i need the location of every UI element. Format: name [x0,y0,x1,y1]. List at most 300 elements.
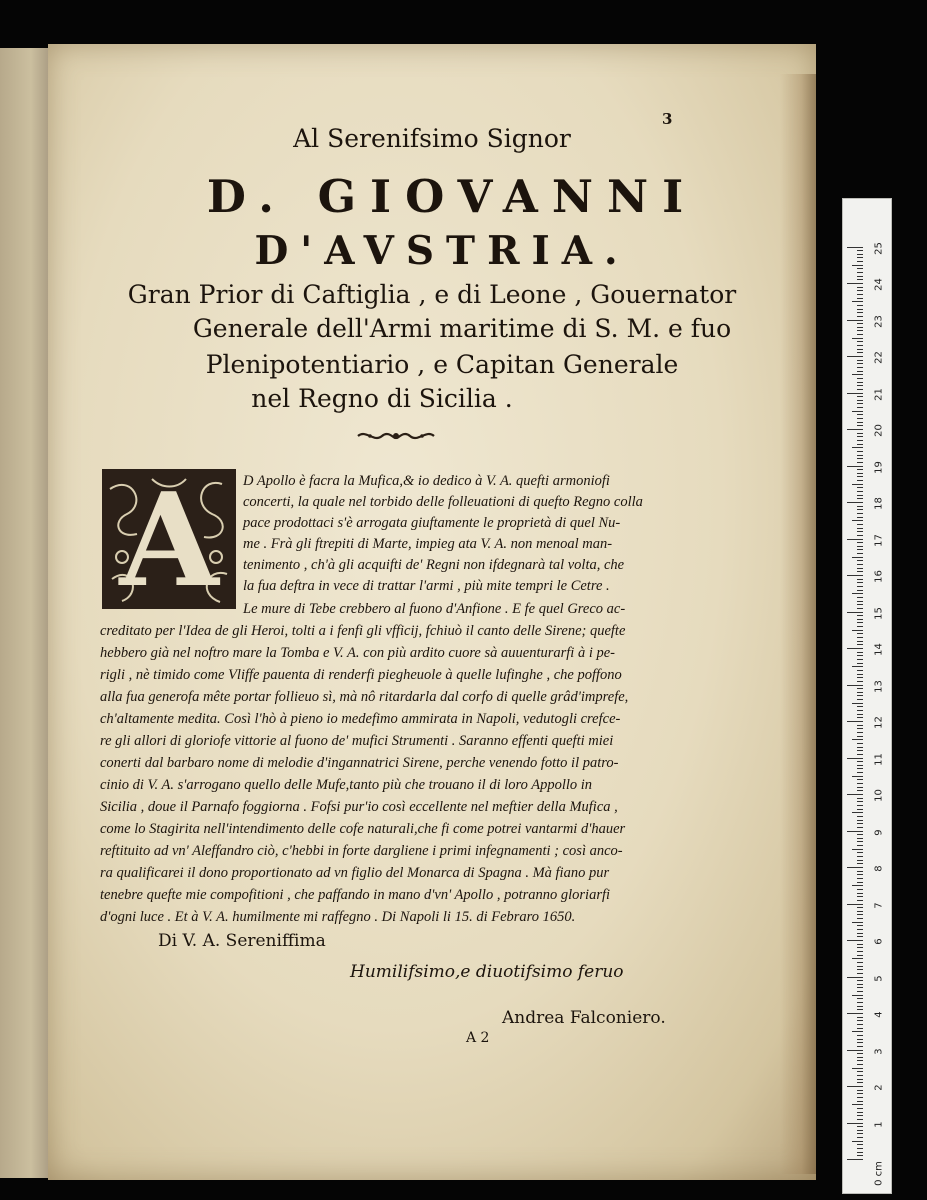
text-line: Le mure di Tebe crebbero al fuono d'Anfione . E fe quel Greco ac- [243,601,626,617]
ruler-tick [857,615,863,616]
ruler-tick [847,831,863,832]
ruler-tick [852,374,863,375]
ruler-tick [857,688,863,689]
ruler-tick [857,816,863,817]
ruler-tick [847,904,863,905]
ruler-number: 6 [873,938,885,945]
closing-servant: Humilifsimo,e diuotifsimo feruo [350,962,624,982]
ruler-tick [857,517,863,518]
ruler-tick [857,768,863,769]
ruler-tick [857,268,863,269]
initial-letter: A [119,469,219,609]
text-line: hebbero già nel noftro mare la Tomba e V. A. con più ardito cuore sà auuenturarfi à i pe- [100,645,615,661]
ruler-tick [857,524,863,525]
ruler-tick [857,900,863,901]
text-line: me . Frà gli ftrepiti di Marte, impieg ata V. A. non menoal man- [243,536,613,552]
ruler-tick [857,1024,863,1025]
ruler-tick [857,371,863,372]
dedicatee-name: D. GIOVANNI [206,170,698,223]
ruler-tick [857,933,863,934]
ruler-tick [857,765,863,766]
ruler-tick [857,929,863,930]
ruler-number: 2 [873,1084,885,1091]
ruler-tick [847,721,863,722]
ruler-number: 7 [873,901,885,909]
ruler-tick [852,484,863,485]
ruler-tick [857,531,863,532]
ruler-tick [847,794,863,795]
ruler-tick [857,717,863,718]
ruler-tick [852,739,863,740]
ruler-tick [857,677,863,678]
ruler-number: 19 [873,460,885,474]
ruler-tick [857,568,863,569]
fleuron-ornament [356,429,436,443]
ruler-tick [847,612,863,613]
ruler-tick [857,998,863,999]
ruler-tick [857,1155,863,1156]
ruler-tick [857,787,863,788]
ruler-tick [857,455,863,456]
dedicatee-house: D'AVSTRIA. [254,228,630,274]
ruler-tick [857,345,863,346]
ruler-tick [852,885,863,886]
ruler-tick [852,703,863,704]
text-line: Sicilia , doue il Parnafo foggiorna . Fofsi pur'io così eccellente nel meftier della Mufica , [100,799,618,815]
ruler-tick [857,670,863,671]
ruler-tick [857,622,863,623]
ruler-tick [857,334,863,335]
ruler-tick [857,907,863,908]
ruler-tick [857,1039,863,1040]
ruler-tick [857,951,863,952]
ruler-tick [847,466,863,467]
ruler-tick [857,1042,863,1043]
ruler-tick [857,1075,863,1076]
text-line: come lo Stagirita nell'intendimento delle cofe naturali,che fi come potrei vantarmi d'hauer [100,821,626,837]
ruler-tick [847,575,863,576]
ruler-tick [857,962,863,963]
ruler-tick [847,1086,863,1087]
ruler-tick [857,863,863,864]
ruler-tick [857,1064,863,1065]
ruler-tick [857,1082,863,1083]
ruler-tick [857,272,863,273]
ruler-tick [857,637,863,638]
ruler-tick [847,758,863,759]
ruler-number: 11 [873,752,885,766]
ruler-tick [857,422,863,423]
ruler-tick [847,1123,863,1124]
ruler-tick [857,1017,863,1018]
ruler-tick [857,363,863,364]
ruler-tick [857,473,863,474]
ruler-tick [857,316,863,317]
ruler-tick [857,1053,863,1054]
ruler-tick [857,276,863,277]
ruler-tick [857,663,863,664]
ruler-tick [857,805,863,806]
ruler-tick [857,714,863,715]
ruler-tick [857,1144,863,1145]
ruler-tick [857,298,863,299]
book-page [48,44,816,1180]
ruler-tick [857,845,863,846]
measurement-ruler [842,198,892,1194]
ruler-tick [857,378,863,379]
ruler-tick [857,582,863,583]
ruler-tick [857,542,863,543]
ruler-number: 24 [873,278,885,291]
ruler-tick [857,403,863,404]
text-line: ra qualificarei il dono proportionato ad vn figlio del Monarca di Spagna . Mà fiano pur [100,865,610,881]
ruler-tick [857,882,863,883]
ruler-tick [857,418,863,419]
ruler-tick [857,586,863,587]
ruler-tick [857,944,863,945]
ruler-tick [857,1119,863,1120]
ruler-number: 9 [873,828,885,836]
ruler-tick [857,695,863,696]
ruler-tick [857,294,863,295]
ruler-tick [857,1046,863,1047]
ruler-unit-label: 0 cm [873,1161,885,1186]
ruler-tick [857,1097,863,1098]
ruler-number: 18 [873,497,885,510]
ruler-tick [852,1104,863,1105]
ruler-tick [847,393,863,394]
ruler-tick [857,407,863,408]
text-line: re gli allori di gloriofe vittorie al fuono de' mufici Strumenti . Saranno effenti quefti miei [100,733,614,749]
ruler-tick [857,261,863,262]
ruler-tick [847,977,863,978]
title-line-3: Plenipotentiario , e Capitan Generale [205,350,679,379]
ruler-tick [857,871,863,872]
ruler-tick [857,626,863,627]
text-line: ch'altamente medita. Così l'hò à pieno io medefimo ammirata in Napoli, vedutogli crefce- [100,711,621,727]
ruler-tick [857,966,863,967]
title-line-2: Generale dell'Armi maritime di S. M. e fuo [192,314,732,343]
title-line-4: nel Regno di Sicilia . [251,384,513,413]
ruler-tick [847,867,863,868]
ruler-tick [857,1152,863,1153]
ruler-tick [857,440,863,441]
ruler-tick [852,1068,863,1069]
ruler-tick [857,925,863,926]
ruler-tick [852,776,863,777]
ruler-tick [857,692,863,693]
ruler-tick [857,991,863,992]
ruler-tick [857,309,863,310]
ruler-tick [857,1079,863,1080]
ruler-tick [857,323,863,324]
ruler-tick [857,414,863,415]
signature-mark: A 2 [466,1030,490,1046]
ruler-tick [857,352,863,353]
ruler-tick [852,338,863,339]
signature: Andrea Falconiero. [502,1008,666,1028]
ruler-tick [857,341,863,342]
ruler-tick [857,597,863,598]
ruler-tick [857,535,863,536]
ruler-tick [857,947,863,948]
ruler-tick [847,247,863,248]
ruler-number: 10 [873,789,885,802]
ruler-tick [847,356,863,357]
ruler-tick [857,385,863,386]
text-line: D Apollo è facra la Mufica,& io dedico à V. A. quefti armoniofi [243,473,610,489]
ruler-number: 22 [873,351,885,364]
ruler-tick [852,301,863,302]
ruler-tick [857,710,863,711]
ruler-tick [857,382,863,383]
ruler-tick [857,1071,863,1072]
ruler-tick [857,896,863,897]
ruler-tick [847,502,863,503]
ruler-tick [847,1050,863,1051]
ruler-tick [857,732,863,733]
text-line: cinio di V. A. s'arrogano quello delle Mufe,tanto più che trouano il di loro Appollo in [100,777,593,793]
ruler-tick [857,674,863,675]
ruler-number: 8 [873,865,885,872]
ruler-tick [857,1126,863,1127]
ruler-tick [857,458,863,459]
ruler-tick [857,1009,863,1010]
ruler-tick [857,706,863,707]
ruler-tick [857,725,863,726]
ruler-tick [857,560,863,561]
text-line: rigli , nè timido come Vliffe pauenta di renderfi pieghеuole à quelle lufinghe , che poffono [100,667,622,683]
ruler-tick [857,389,863,390]
text-line: tenebre quefte mie compofitioni , che paffando in mano d'vn' Apollo , potranno gloriarfi [100,887,611,903]
ruler-tick [857,476,863,477]
ruler-tick [857,681,863,682]
ruler-tick [857,425,863,426]
ruler-tick [857,498,863,499]
ruler-tick [852,812,863,813]
ruler-number: 5 [873,974,885,982]
ruler-tick [857,579,863,580]
ruler-tick [852,849,863,850]
ruler-tick [857,860,863,861]
ruler-tick [857,1093,863,1094]
ruler-number: 17 [873,533,885,547]
ruler-tick [857,1115,863,1116]
decorated-initial [102,469,236,609]
ruler-number: 1 [873,1120,885,1128]
ruler-tick [852,411,863,412]
ruler-tick [857,1148,863,1149]
ruler-tick [857,1133,863,1134]
ruler-tick [857,852,863,853]
ruler-tick [857,809,863,810]
ruler-tick [857,528,863,529]
text-line: la fua deftra in vece di trattar l'armi , più mite tempri le Cetre . [243,578,610,594]
ruler-tick [857,469,863,470]
ruler-tick [857,736,863,737]
ruler-tick [857,360,863,361]
ruler-tick [857,699,863,700]
ruler-tick [857,330,863,331]
ruler-tick [857,955,863,956]
ruler-tick [847,685,863,686]
text-line: pace prodottaci s'è arrogata giuftamente le proprietà di quel Nu- [243,515,621,531]
ruler-tick [857,790,863,791]
ruler-tick [857,396,863,397]
ruler-tick [852,958,863,959]
ruler-tick [857,290,863,291]
ruler-number: 23 [873,314,885,328]
ruler-tick [847,539,863,540]
ruler-tick [857,1057,863,1058]
ruler-tick [857,728,863,729]
ruler-tick [857,936,863,937]
ruler-tick [857,772,863,773]
ruler-tick [857,604,863,605]
text-line: alla fua generofa mête portar follieuo sì, mà nô ritardarla dal corfo di quelle grâd'imprefe, [100,689,629,705]
ruler-tick [857,889,863,890]
ruler-tick [857,987,863,988]
ruler-tick [857,801,863,802]
text-line: creditato per l'Idea de gli Heroi, tolti a i fenfi gli vfficij, fchiuò il canto delle Sirene; quefte [100,623,626,639]
ruler-tick [857,400,863,401]
ruler-tick [857,495,863,496]
ruler-tick [847,283,863,284]
ruler-tick [857,838,863,839]
ruler-tick [857,1028,863,1029]
ruler-tick [857,914,863,915]
ruler-tick [857,250,863,251]
ruler-tick [857,327,863,328]
ruler-tick [857,878,863,879]
ruler-tick [857,641,863,642]
ruler-tick [857,1108,863,1109]
ruler-tick [857,841,863,842]
ruler-tick [857,747,863,748]
ruler-tick [857,1060,863,1061]
ruler-tick [857,491,863,492]
page-number: 3 [662,110,673,128]
ruler-tick [857,754,863,755]
ruler-tick [857,874,863,875]
ruler-tick [847,1013,863,1014]
ruler-tick [847,429,863,430]
ruler-tick [857,451,863,452]
ruler-tick [857,287,863,288]
ruler-tick [857,973,863,974]
text-line: reftituito ad vn' Aleffandro ciò, c'hebbi in forte dargliene i primi infegnamenti ; così anco- [100,843,623,859]
ruler-tick [852,922,863,923]
ruler-tick [857,911,863,912]
ruler-tick [857,1137,863,1138]
ruler-number: 14 [873,643,885,656]
ruler-tick [857,312,863,313]
ruler-tick [857,827,863,828]
ruler-tick [857,779,863,780]
title-line-1: Gran Prior di Caftiglia , e di Leone , Gouernator [127,280,737,309]
ruler-tick [857,305,863,306]
ruler-tick [857,633,863,634]
ruler-tick [857,436,863,437]
ruler-number: 3 [873,1047,885,1055]
ruler-number: 21 [873,387,885,401]
ruler-tick [857,513,863,514]
ruler-tick [847,940,863,941]
ruler-tick [857,349,863,350]
ruler-tick [852,265,863,266]
ruler-number: 25 [873,241,885,255]
ruler-tick [852,557,863,558]
ruler-tick [847,648,863,649]
ruler-tick [857,1090,863,1091]
ruler-tick [857,1112,863,1113]
ruler-tick [857,254,863,255]
ruler-tick [852,666,863,667]
ruler-tick [857,1020,863,1021]
ruler-tick [857,487,863,488]
ruler-tick [852,1141,863,1142]
ruler-tick [857,553,863,554]
dedication-heading: Al Serenifsimo Signor [293,124,571,153]
ruler-tick [857,601,863,602]
ruler-tick [857,652,863,653]
ruler-tick [857,834,863,835]
ruler-tick [857,367,863,368]
ruler-tick [857,546,863,547]
text-line: conerti dal barbaro nome di melodie d'ingannatrici Sirene, perche venendo fotto il patro- [100,755,619,771]
ruler-tick [857,257,863,258]
ruler-number: 16 [873,570,885,583]
text-line: concerti, la quale nel torbido delle folleuationi di quefto Regno colla [243,494,643,510]
ruler-tick [857,1035,863,1036]
ruler-tick [857,820,863,821]
ruler-number: 4 [873,1011,885,1018]
ruler-tick [857,823,863,824]
ruler-tick [857,659,863,660]
ruler-tick [857,509,863,510]
ruler-tick [857,549,863,550]
ruler-tick [847,1159,863,1160]
ruler-tick [857,506,863,507]
text-line: tenimento , ch'à gli acquifti de' Regni non ifdegnarà tal volta, che [243,557,625,573]
closing-salutation: Di V. A. Sereniffima [158,931,326,951]
ruler-tick [857,1006,863,1007]
ruler-tick [857,619,863,620]
ruler-tick [857,444,863,445]
ruler-tick [857,856,863,857]
ruler-tick [857,1002,863,1003]
ruler-tick [857,969,863,970]
ruler-number: 20 [873,424,885,437]
ruler-tick [857,608,863,609]
ruler-tick [857,743,863,744]
ruler-tick [857,462,863,463]
ruler-tick [857,798,863,799]
ruler-tick [852,520,863,521]
ruler-tick [857,1101,863,1102]
ruler-tick [857,918,863,919]
ruler-tick [857,590,863,591]
ruler-tick [847,320,863,321]
ruler-tick [852,447,863,448]
ruler-tick [857,1130,863,1131]
ruler-tick [857,893,863,894]
ruler-tick [857,480,863,481]
ruler-tick [857,980,863,981]
ruler-tick [857,750,863,751]
text-line: d'ogni luce . Et à V. A. humilmente mi raffegno . Di Napoli li 15. di Febraro 1650. [100,909,576,925]
ruler-tick [852,1031,863,1032]
